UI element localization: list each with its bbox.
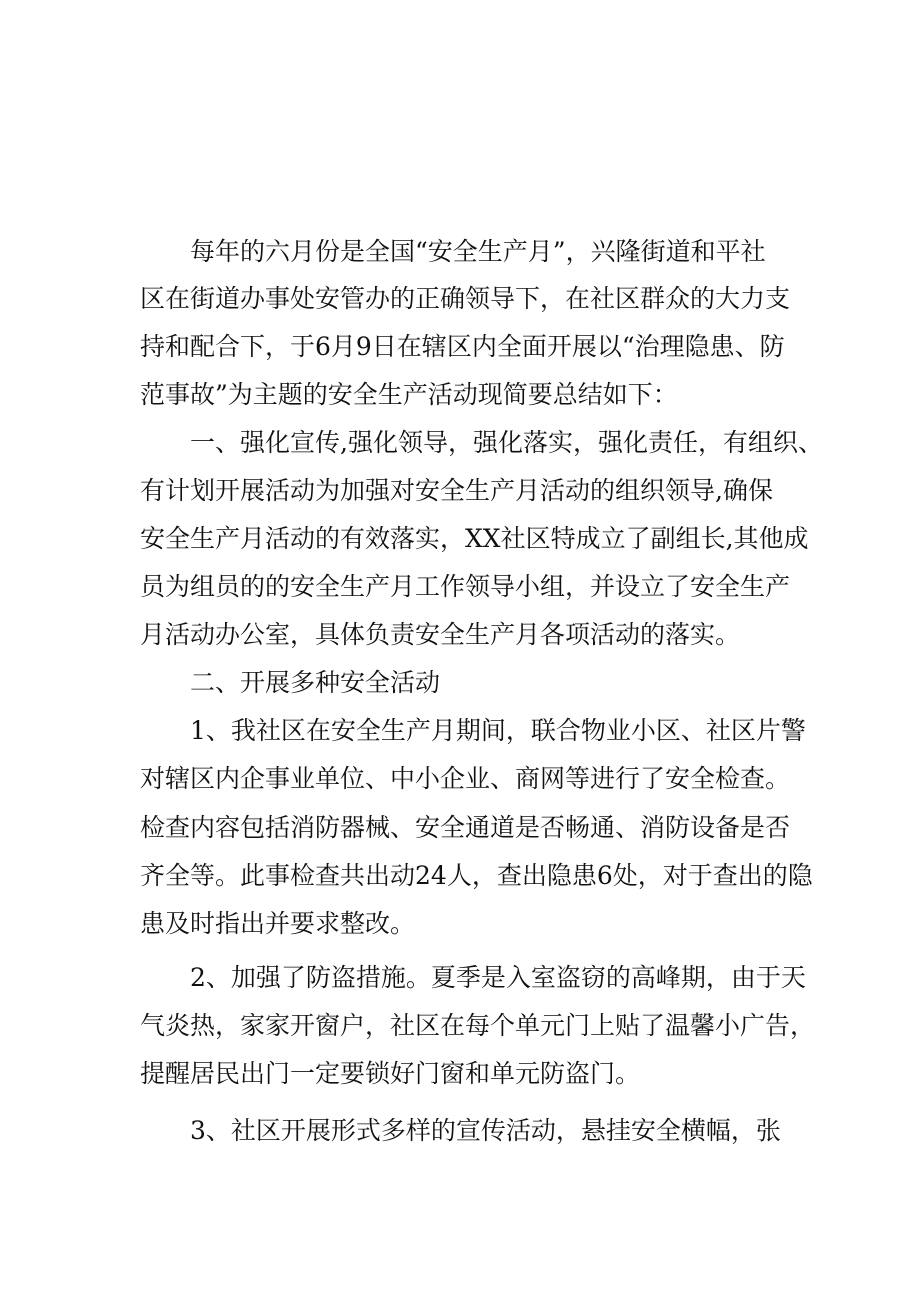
text-line: 范事故”为主题的安全生产活动现简要总结如下： [140, 380, 678, 409]
text-line: 有计划开展活动为加强对安全生产月活动的组织领导,确保 [140, 476, 773, 505]
text-line: 区在街道办事处安管办的正确领导下，在社区群众的大力支 [140, 284, 791, 313]
text-line: 气炎热，家家开窗户，社区在每个单元门上贴了温馨小广告， [140, 1011, 816, 1040]
text-line: 每年的六月份是全国“安全生产月”，兴隆街道和平社 [190, 237, 766, 266]
text-line: 一、强化宣传,强化领导，强化落实，强化责任，有组织、 [190, 428, 823, 457]
text-line: 员为组员的的安全生产月工作领导小组，并设立了安全生产 [140, 572, 791, 601]
text-line: 提醒居民出门一定要锁好门窗和单元防盗门。 [140, 1059, 641, 1088]
text-line: 患及时指出并要求整改。 [140, 909, 416, 938]
text-line: 对辖区内企事业单位、中小企业、商网等进行了安全检查。 [140, 764, 791, 793]
text-line: 3、社区开展形式多样的宣传活动，悬挂安全横幅，张 [190, 1116, 781, 1145]
text-line: 齐全等。此事检查共出动24人，查出隐患6处，对于查出的隐 [140, 861, 813, 890]
text-line: 检查内容包括消防器械、安全通道是否畅通、消防设备是否 [140, 813, 791, 842]
text-line: 2、加强了防盗措施。夏季是入室盗窃的高峰期，由于天 [190, 963, 806, 992]
text-line: 月活动办公室，具体负责安全生产月各项活动的落实。 [140, 620, 741, 649]
text-line: 安全生产月活动的有效落实，XX社区特成立了副组长,其他成 [140, 524, 809, 553]
text-line: 1、我社区在安全生产月期间，联合物业小区、社区片警 [190, 716, 806, 745]
text-line: 持和配合下，于6月9日在辖区内全面开展以“治理隐患、防 [140, 332, 785, 361]
section-heading: 二、开展多种安全活动 [190, 668, 441, 697]
